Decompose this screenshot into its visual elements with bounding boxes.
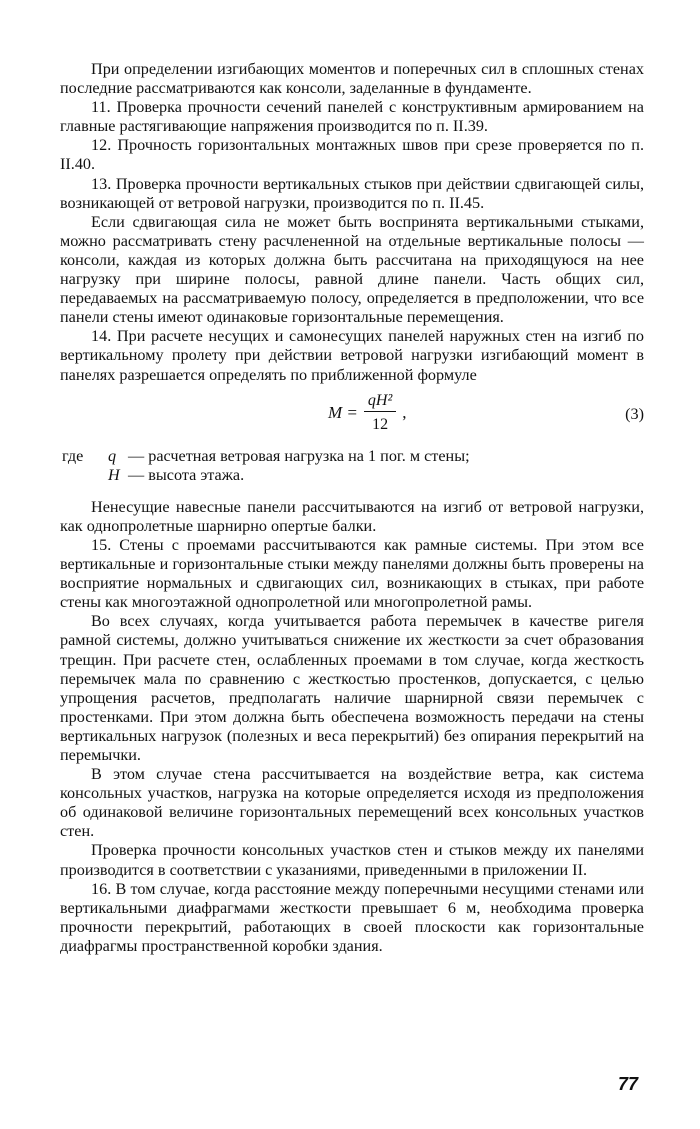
- legend-text: — расчетная ветровая нагрузка на 1 пог. м стены;: [128, 446, 470, 465]
- formula-lhs: M =: [328, 402, 358, 422]
- paragraph-item-14: 14. При расчете несущих и самонесущих панелей наружных стен на изгиб по вертикальному пролету при действии ветровой нагрузки изгибающий момент в панелях разрешается определять по приближенной формуле: [60, 327, 644, 384]
- paragraph-appendix-check: Проверка прочности консольных участков стен и стыков между их панелями производится в соответствии с указаниями, приведенными в приложении II.: [60, 841, 644, 879]
- legend-lead: где: [62, 446, 84, 465]
- formula-fraction: [364, 391, 396, 434]
- paragraph-item-13: 13. Проверка прочности вертикальных стыков при действии сдвигающей силы, возникающей от ветровой нагрузки, производится по п. II.45.: [60, 174, 644, 212]
- paragraph-lintels: Во всех случаях, когда учитывается работа перемычек в качестве ригеля рамной системы, должно учитываться снижение их жесткости за счет образования трещин. При расчете стен, ослабленных проемами в том случае, когда жесткость перемычек мала по сравнению с жесткостью простенков, допускается, с целью упрощения расчетов, предполагать наличие шарнирной связи перемычек с простенками. При этом должна быть обеспечена возможность передачи на стены вертикальных нагрузок (полезных и веса перекрытий) без опирания перекрытий на перемычки.: [60, 612, 644, 764]
- paragraph-curtain-panels: Ненесущие навесные панели рассчитываются на изгиб от ветровой нагрузки, как однопролетные шарнирно опертые балки.: [60, 497, 644, 535]
- formula-denominator: 12: [372, 415, 389, 433]
- formula-legend: [60, 447, 644, 485]
- legend-row: [60, 447, 644, 466]
- paragraph-item-11: 11. Проверка прочности сечений панелей с конструктивным армированием на главные растягивающие напряжения производится по п. II.39.: [60, 98, 644, 136]
- legend-row: [60, 466, 644, 485]
- legend-text: — высота этажа.: [128, 465, 245, 484]
- paragraph-shear-force: Если сдвигающая сила не может быть воспринята вертикальными стыками, можно рассматривать стену расчлененной на отдельные вертикальные полосы — консоли, каждая из которых должна быть рассчитана на приходящуюся на нее нагрузку при ширине полосы, равной длине панели. Часть общих сил, передаваемых на рассматриваемую полосу, определяется в предположении, что все панели стены имеют одинаковые горизонтальные перемещения.: [60, 212, 644, 327]
- formula-expression: [328, 391, 407, 434]
- text-column: [60, 60, 644, 956]
- legend-symbol: H: [108, 465, 120, 484]
- paragraph-wind-cantilever: В этом случае стена рассчитывается на воздействие ветра, как система консольных участков, нагрузка на которые определяется исходя из предположения об одинаковой величине горизонтальных перемещений всех консольных участков стен.: [60, 765, 644, 841]
- formula-numerator: qH²: [364, 391, 396, 412]
- formula-comma: ,: [402, 402, 407, 422]
- legend-lead-empty: [60, 466, 108, 485]
- formula-number: (3): [625, 404, 644, 423]
- paragraph-item-16: 16. В том случае, когда расстояние между поперечными несущими стенами или вертикальными диафрагмами жесткости превышает 6 м, необходима проверка прочности перекрытий, работающих в своей плоскости как горизонтальные диафрагмы пространственной коробки здания.: [60, 879, 644, 955]
- paragraph-intro: При определении изгибающих моментов и поперечных сил в сплошных стенах последние рассматриваются как консоли, заделанные в фундаменте.: [60, 60, 644, 98]
- formula-3: [60, 385, 644, 447]
- paragraph-item-15: 15. Стены с проемами рассчитываются как рамные системы. При этом все вертикальные и горизонтальные стыки между панелями должны быть проверены на восприятие нормальных и сдвигающих сил, возникающих в стыках, при работе стены как многоэтажной однопролетной или многопролетной рамы.: [60, 535, 644, 612]
- page-number: 77: [618, 1074, 639, 1094]
- legend-symbol: q: [108, 446, 117, 465]
- paragraph-item-12: 12. Прочность горизонтальных монтажных швов при срезе проверяется по п. II.40.: [60, 136, 644, 174]
